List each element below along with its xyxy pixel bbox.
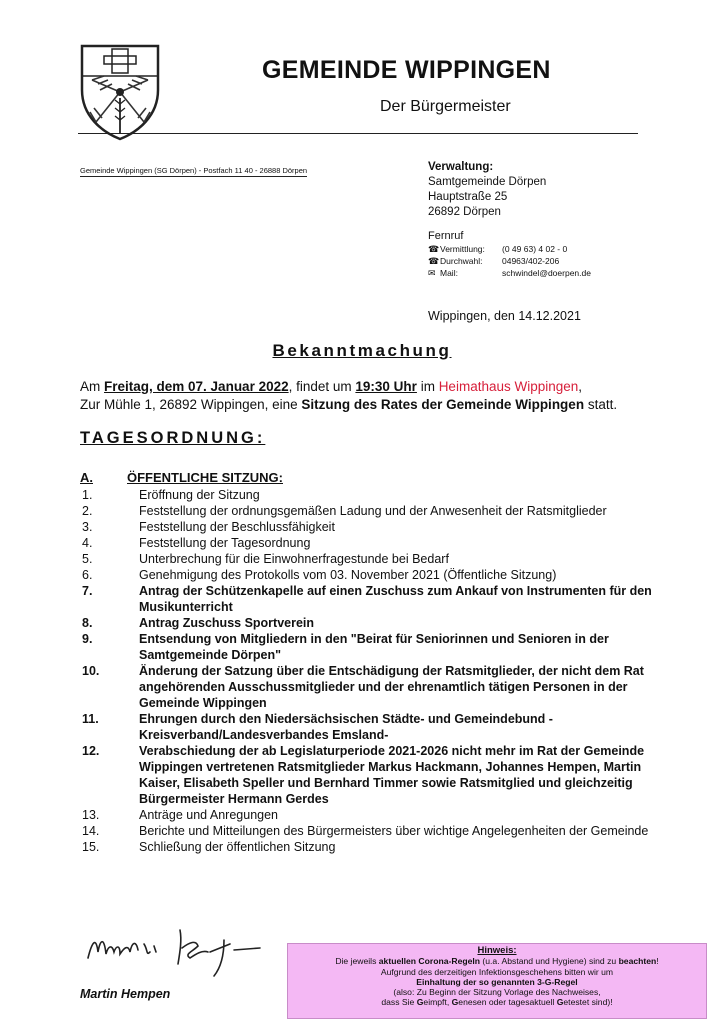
agenda-item-text: Antrag Zuschuss Sportverein	[139, 616, 315, 630]
agenda-item-text: Genehmigung des Protokolls vom 03. November 2021 (Öffentliche Sitzung)	[139, 568, 557, 582]
agenda-item-number: 11.	[82, 712, 99, 726]
agenda-item-number: 5.	[82, 552, 93, 566]
intro-text: im	[416, 379, 439, 394]
intro-text: Am	[80, 379, 105, 394]
agenda-item-number: 6.	[82, 568, 93, 582]
notice-line	[288, 997, 706, 1007]
notice-text: etestet sind)!	[563, 997, 613, 1008]
meeting-time: 19:30 Uhr	[355, 379, 417, 394]
agenda-item	[82, 487, 682, 503]
agenda-item-text: Berichte und Mitteilungen des Bürgermeisters über wichtige Angelegenheiten der Gemeinde	[139, 824, 649, 838]
sender-address-line: Gemeinde Wippingen (SG Dörpen) - Postfach 11 40 - 26888 Dörpen	[80, 166, 308, 175]
section-title: ÖFFENTLICHE SITZUNG:	[127, 470, 283, 485]
section-letter: A.	[80, 470, 93, 485]
contact-value: 04963/402-206	[502, 256, 560, 266]
agenda-item-number: 1.	[82, 488, 93, 502]
agenda-item	[82, 519, 682, 535]
contact-block	[428, 229, 591, 279]
municipality-title: GEMEINDE WIPPINGEN	[262, 56, 551, 84]
agenda-item-text: Feststellung der Tagesordnung	[139, 536, 311, 550]
contact-row	[428, 267, 591, 279]
notice-emphasis: G	[451, 997, 459, 1008]
administration-line: 26892 Dörpen	[428, 206, 501, 218]
date-line: Wippingen, den 14.12.2021	[428, 309, 581, 323]
agenda-item-number: 3.	[82, 520, 93, 534]
notice-line	[288, 977, 706, 987]
notice-text: enesen oder tagesaktuell	[458, 997, 557, 1008]
agenda-item	[82, 807, 682, 823]
notice-text: eimpft,	[423, 997, 452, 1008]
agenda-item-text: Unterbrechung für die Einwohnerfragestunde bei Bedarf	[139, 552, 449, 566]
contact-value: (0 49 63) 4 02 - 0	[502, 244, 568, 254]
contact-row	[428, 255, 591, 267]
agenda-item-number: 7.	[82, 584, 93, 598]
agenda-item-number: 4.	[82, 536, 93, 550]
notice-line	[288, 956, 706, 966]
agenda-item-number: 9.	[82, 632, 93, 646]
agenda-item	[82, 551, 682, 567]
agenda-item	[82, 663, 682, 711]
signer-name: Martin Hempen	[80, 987, 171, 1001]
announcement-heading-text: Bekanntmachung	[272, 341, 452, 360]
agenda-item	[82, 503, 682, 519]
intro-text: Zur Mühle 1, 26892 Wippingen, eine	[80, 397, 302, 412]
agenda-item-text: Ehrungen durch den Niedersächsischen Städte- und Gemeindebund -Kreisverband/Landesverbandes Emsland-	[139, 712, 553, 742]
agenda-item	[82, 711, 682, 743]
intro-text: ,	[578, 379, 583, 394]
administration-block	[428, 160, 546, 220]
telephone-icon: ☎	[428, 256, 440, 266]
contact-email[interactable]: schwindel@doerpen.de	[502, 268, 591, 278]
agenda-item	[82, 567, 682, 583]
agenda-item-text: Verabschiedung der ab Legislaturperiode 2021-2026 nicht mehr im Rat der Gemeinde Wippingen vertretenen Ratsmitglieder Markus Hackmann, Johannes Hempen, Martin Kaiser, Elisabeth Speller und Bernhard Timmer sowie Ratsmitglied und gleichzeitig Bürgermeister Hermann Gerdes	[139, 744, 645, 806]
intro-text: , findet um	[288, 379, 356, 394]
agenda-item-text: Entsendung von Mitgliedern in den "Beirat für Seniorinnen und Senioren in der Samtgemeinde Dörpen"	[139, 632, 609, 662]
agenda-item-text: Änderung der Satzung über die Entschädigung der Ratsmitglieder, der nicht dem Rat angehörenden Ausschussmitglieder und der ehrenamtlich tätigen Personen in der Gemeinde Wippingen	[139, 664, 644, 710]
contact-key: Mail:	[440, 268, 458, 278]
notice-text: dass Sie	[381, 997, 417, 1008]
contact-key: Durchwahl:	[440, 256, 483, 266]
agenda-item-number: 12.	[82, 744, 100, 758]
agenda-item-text: Feststellung der ordnungsgemäßen Ladung und der Anwesenheit der Ratsmitglieder	[139, 504, 607, 518]
notice-heading: Hinweis:	[477, 945, 517, 956]
notice-text: Die jeweils	[335, 956, 379, 967]
header-divider	[78, 133, 638, 134]
notice-emphasis: aktuellen Corona-Regeln	[378, 956, 481, 967]
agenda-item-text: Schließung der öffentlichen Sitzung	[139, 840, 336, 854]
agenda-heading: TAGESORDNUNG:	[80, 429, 266, 447]
contact-key: Vermittlung:	[440, 244, 485, 254]
agenda-item-number: 2.	[82, 504, 93, 518]
agenda-item	[82, 535, 682, 551]
notice-emphasis: G	[416, 997, 424, 1008]
contact-label: Fernruf	[428, 230, 464, 242]
administration-label: Verwaltung:	[428, 161, 494, 173]
agenda-item-text: Eröffnung der Sitzung	[139, 488, 260, 502]
envelope-icon: ✉	[428, 268, 436, 278]
announcement-heading	[0, 341, 724, 361]
agenda-item	[82, 743, 682, 807]
covid-notice-box	[287, 943, 707, 1019]
agenda-item	[82, 631, 682, 663]
notice-text: !	[656, 956, 659, 967]
notice-text: (u.a. Abstand und Hygiene) sind zu	[480, 956, 619, 967]
agenda-item-number: 8.	[82, 616, 93, 630]
notice-emphasis: Einhaltung der so genannten 3-G-Regel	[416, 976, 578, 987]
agenda-list	[82, 487, 682, 855]
agenda-item-number: 14.	[82, 824, 100, 838]
municipal-crest-icon	[78, 42, 162, 142]
mayor-subtitle: Der Bürgermeister	[380, 98, 511, 115]
agenda-item	[82, 583, 682, 615]
notice-emphasis: beachten	[618, 956, 657, 967]
meeting-place: Heimathaus Wippingen	[438, 379, 579, 394]
agenda-item-text: Feststellung der Beschlussfähigkeit	[139, 520, 335, 534]
agenda-item-number: 10.	[82, 664, 100, 678]
notice-line: Aufgrund des derzeitigen Infektionsgeschehens bitten wir um	[380, 966, 614, 977]
telephone-icon: ☎	[428, 244, 440, 254]
agenda-item	[82, 839, 682, 855]
section-heading	[80, 470, 283, 485]
notice-emphasis: G	[556, 997, 564, 1008]
agenda-item-text: Antrag der Schützenkapelle auf einen Zuschuss zum Ankauf von Instrumenten für den Musikunterricht	[139, 584, 652, 614]
agenda-item	[82, 615, 682, 631]
agenda-item-text: Anträge und Anregungen	[139, 808, 279, 822]
notice-line: (also: Zu Beginn der Sitzung Vorlage des Nachweises,	[393, 987, 601, 998]
agenda-item	[82, 823, 682, 839]
intro-text: statt.	[584, 397, 618, 412]
agenda-item-number: 13.	[82, 808, 100, 822]
meeting-day: Freitag, dem 07. Januar 2022	[104, 379, 289, 394]
meeting-name: Sitzung des Rates der Gemeinde Wippingen	[301, 397, 585, 412]
contact-row	[428, 243, 591, 255]
intro-paragraph	[80, 378, 680, 414]
handwritten-signature	[84, 922, 274, 978]
administration-line: Samtgemeinde Dörpen	[428, 176, 547, 188]
administration-line: Hauptstraße 25	[428, 191, 508, 203]
agenda-item-number: 15.	[82, 840, 100, 854]
